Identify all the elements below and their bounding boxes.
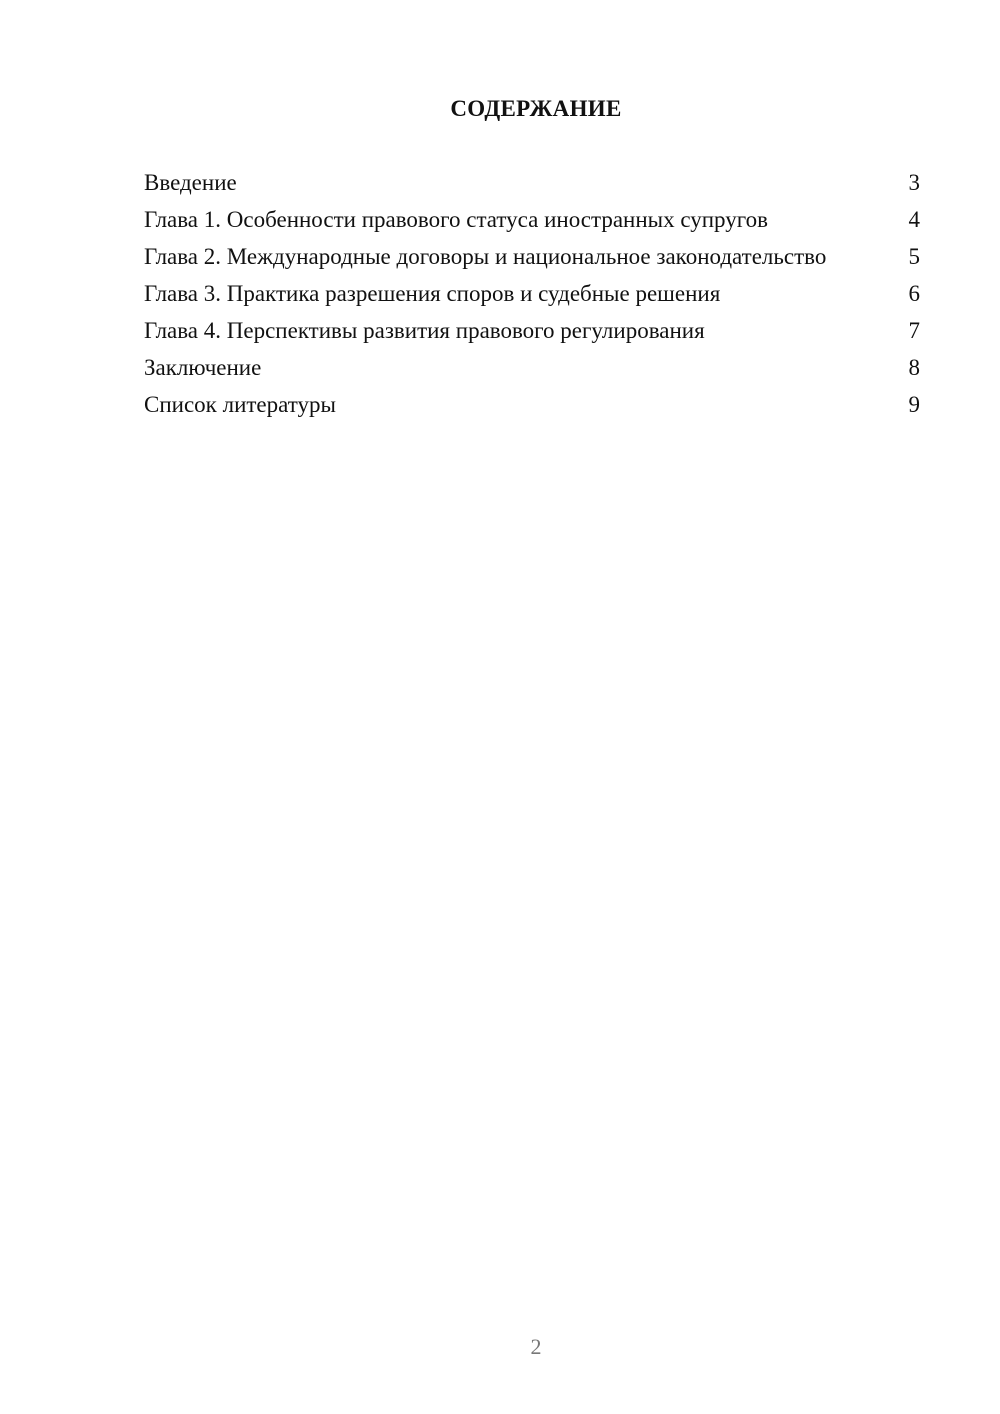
toc-entry-page: 7 xyxy=(908,318,920,343)
toc-entry-label: Глава 1. Особенности правового статуса иностранных супругов xyxy=(144,207,768,232)
toc-entry-page: 3 xyxy=(908,170,920,195)
toc-entry-label: Введение xyxy=(144,170,237,195)
table-of-contents xyxy=(144,170,920,429)
toc-entry-label: Список литературы xyxy=(144,392,336,417)
toc-entry-introduction xyxy=(144,170,920,196)
toc-entry-label: Глава 2. Международные договоры и национальное законодательство xyxy=(144,244,827,269)
page-number: 2 xyxy=(530,1334,542,1359)
toc-entry-page: 4 xyxy=(908,207,920,232)
toc-entry-label: Заключение xyxy=(144,355,262,380)
toc-entry-bibliography xyxy=(144,392,920,418)
toc-entry-chapter-3 xyxy=(144,281,920,307)
toc-entry-page: 5 xyxy=(908,244,920,269)
toc-entry-chapter-1 xyxy=(144,207,920,233)
toc-heading: СОДЕРЖАНИЕ xyxy=(450,96,622,121)
toc-entry-chapter-2 xyxy=(144,244,920,270)
toc-entry-page: 6 xyxy=(908,281,920,306)
toc-entry-page: 9 xyxy=(908,392,920,417)
toc-entry-page: 8 xyxy=(908,355,920,380)
toc-entry-label: Глава 3. Практика разрешения споров и судебные решения xyxy=(144,281,721,306)
toc-entry-label: Глава 4. Перспективы развития правового регулирования xyxy=(144,318,705,343)
toc-entry-chapter-4 xyxy=(144,318,920,344)
toc-entry-conclusion xyxy=(144,355,920,381)
